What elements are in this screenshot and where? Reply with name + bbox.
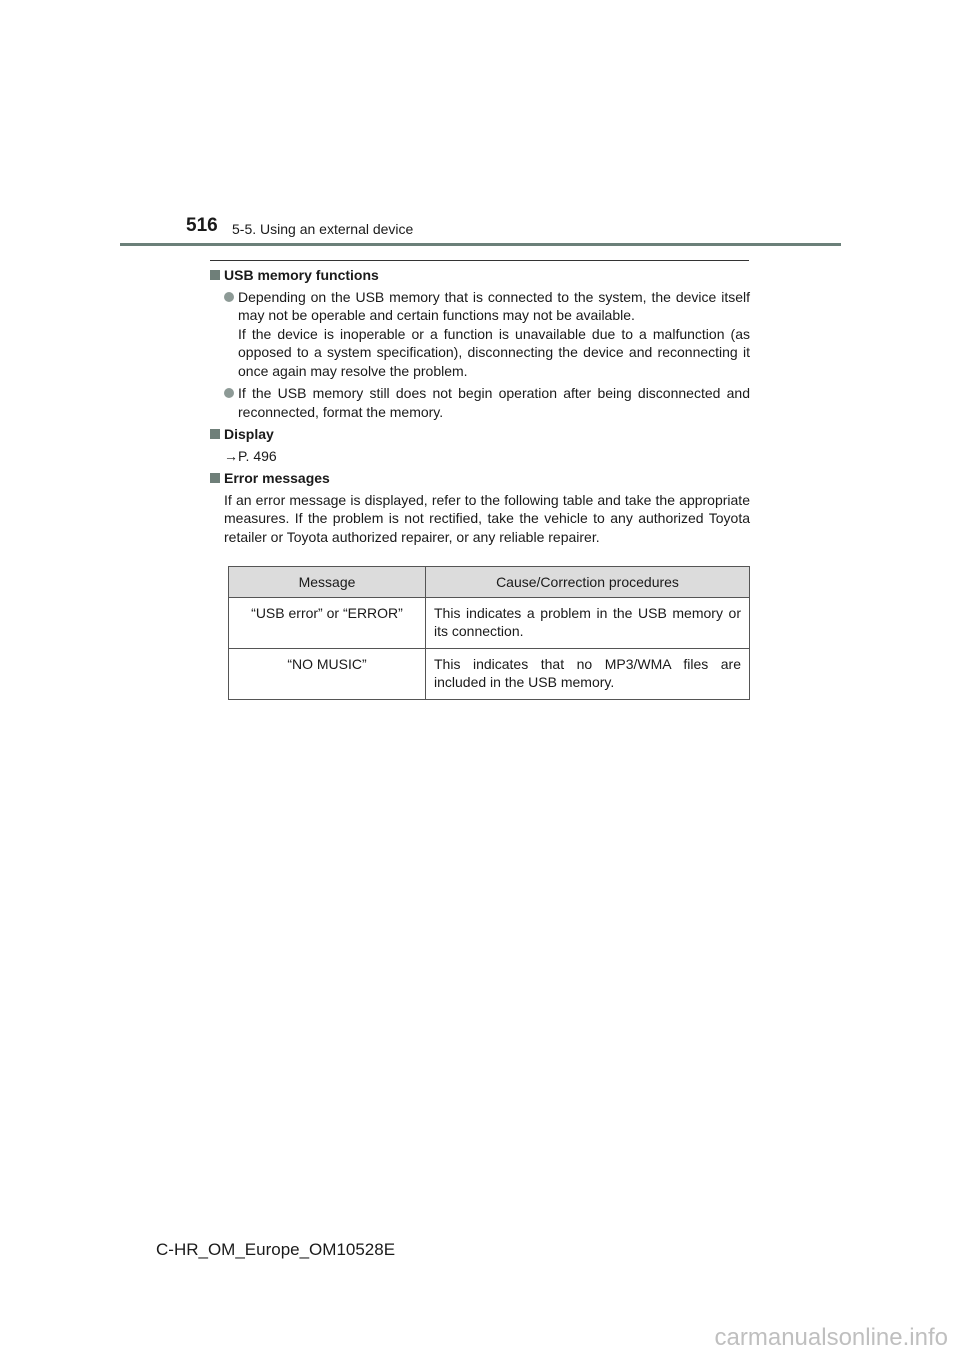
column-header-message: Message [229, 567, 426, 598]
heading-usb-memory-functions [210, 266, 750, 285]
page-reference-link[interactable]: →P. 496 [224, 447, 277, 464]
header-divider [120, 243, 841, 246]
bullet-item [210, 384, 750, 421]
square-bullet-icon [210, 473, 220, 483]
watermark: carmanualsonline.info [714, 1324, 948, 1351]
bullet-item [210, 288, 750, 381]
square-bullet-icon [210, 270, 220, 280]
heading-text: Error messages [224, 470, 330, 486]
page-content [210, 266, 750, 550]
heading-text: Display [224, 426, 274, 442]
error-message-table [228, 566, 750, 700]
content-divider [210, 260, 749, 261]
heading-text: USB memory functions [224, 267, 379, 283]
error-messages-paragraph: If an error message is displayed, refer to the following table and take the appropriate measures. If the problem is not rectified, take the vehicle to any authorized Toyota retailer or Toyota authorized repairer, or any reliable repairer. [224, 491, 750, 545]
round-bullet-icon [224, 388, 234, 398]
column-header-cause: Cause/Correction procedures [426, 567, 750, 598]
page-number: 516 [186, 215, 218, 236]
table-row [229, 649, 750, 700]
table-row [229, 598, 750, 649]
bullet-text: If the device is inoperable or a function is unavailable due to a malfunction (as opposed to a system specification), disconnecting the device and reconnecting it once again may resolve the problem. [238, 325, 750, 379]
table-cell-cause: This indicates a problem in the USB memory or its connection. [426, 598, 750, 649]
heading-error-messages [210, 469, 750, 488]
table-cell-message: “USB error” or “ERROR” [229, 598, 426, 649]
table-header-row [229, 567, 750, 598]
section-title: 5-5. Using an external device [232, 221, 414, 237]
square-bullet-icon [210, 429, 220, 439]
round-bullet-icon [224, 292, 234, 302]
document-id-footer: C-HR_OM_Europe_OM10528E [156, 1240, 396, 1259]
table-cell-message: “NO MUSIC” [229, 649, 426, 700]
heading-display [210, 425, 750, 444]
table-cell-cause: This indicates that no MP3/WMA files are included in the USB memory. [426, 649, 750, 700]
bullet-text: If the USB memory still does not begin operation after being disconnected and reconnected, format the memory. [238, 385, 750, 420]
bullet-text: Depending on the USB memory that is connected to the system, the device itself may not be operable and certain functions may not be available. [238, 288, 750, 323]
